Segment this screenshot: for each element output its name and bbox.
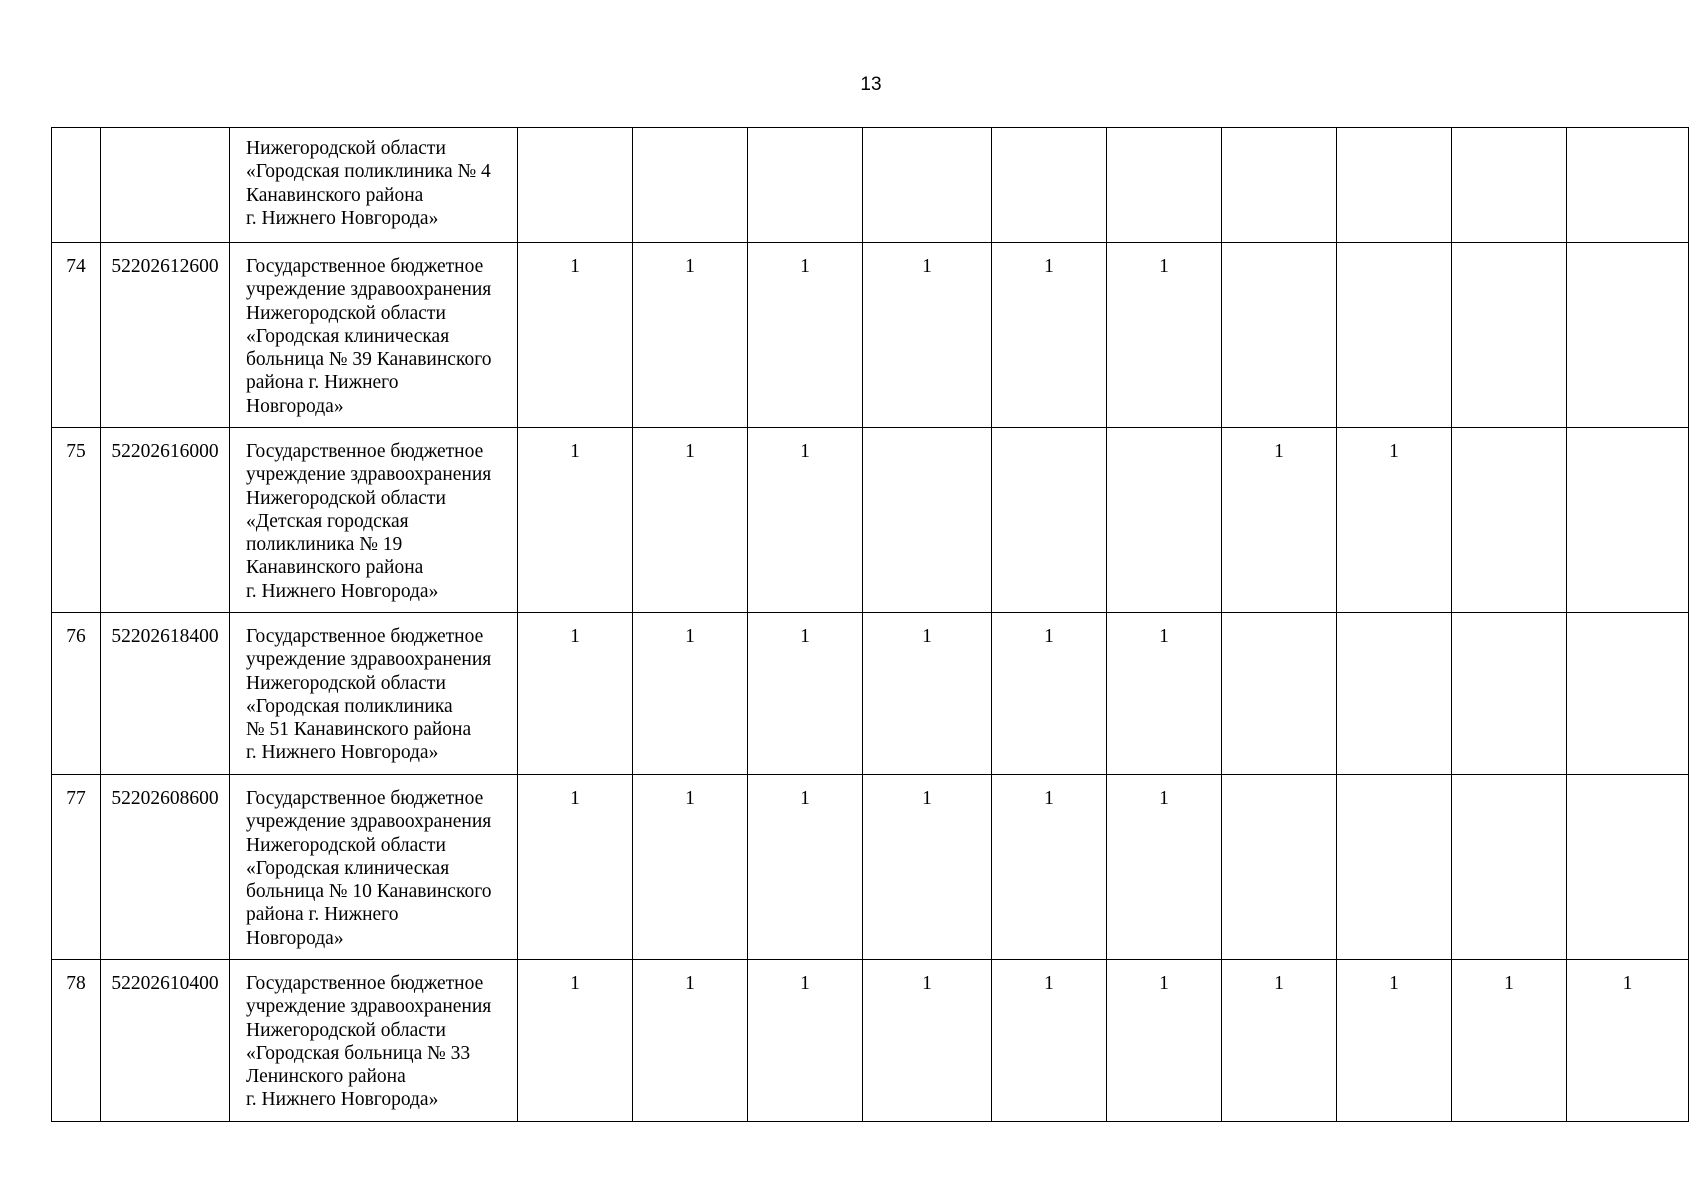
value-cell: 1	[1337, 960, 1452, 1122]
table-row	[52, 960, 1689, 1122]
value-cell: 1	[633, 613, 748, 775]
code-cell: 52202610400	[101, 960, 230, 1122]
value-cell	[1567, 775, 1689, 960]
organization-name-line: г. Нижнего Новгорода»	[246, 207, 439, 229]
row-number-cell: 78	[52, 960, 101, 1122]
code-cell: 52202616000	[101, 428, 230, 613]
organization-name-line: «Городская клиническая	[246, 325, 450, 347]
value-cell	[1567, 243, 1689, 428]
value-cell: 1	[518, 775, 633, 960]
organization-name-line: Государственное бюджетное	[246, 973, 484, 994]
organization-name-line: г. Нижнего Новгорода»	[246, 742, 439, 764]
value-cell: 1	[748, 243, 863, 428]
value-cell	[1337, 243, 1452, 428]
organization-name-line: Государственное бюджетное	[246, 788, 484, 809]
organization-name-line: Государственное бюджетное	[246, 441, 484, 462]
value-cell: 1	[863, 613, 992, 775]
value-cell: 1	[633, 428, 748, 613]
value-cell: 1	[633, 775, 748, 960]
organization-name-line: «Городская поликлиника № 4	[246, 161, 491, 183]
value-cell	[1452, 428, 1567, 613]
code-cell: 52202608600	[101, 775, 230, 960]
value-cell: 1	[1222, 428, 1337, 613]
organization-name-line: Нижегородской области	[246, 834, 446, 856]
value-cell	[863, 428, 992, 613]
value-cell: 1	[518, 243, 633, 428]
organization-name-line: учреждение здравоохранения	[246, 464, 492, 486]
table-body	[52, 128, 1689, 1122]
value-cell	[1222, 128, 1337, 243]
organization-name-line: г. Нижнего Новгорода»	[246, 1089, 439, 1111]
organization-name-line: Новгорода»	[246, 927, 344, 949]
value-cell: 1	[518, 613, 633, 775]
row-number-cell: 74	[52, 243, 101, 428]
organization-name-line: района г. Нижнего	[246, 904, 399, 926]
organization-name-line: района г. Нижнего	[246, 372, 399, 394]
value-cell: 1	[1107, 960, 1222, 1122]
page-number: 13	[860, 74, 882, 95]
organization-name-line: Ленинского района	[246, 1066, 406, 1088]
value-cell	[1222, 613, 1337, 775]
organization-name-line: «Городская поликлиника	[246, 695, 453, 717]
table-row	[52, 775, 1689, 960]
value-cell: 1	[1337, 428, 1452, 613]
value-cell	[518, 128, 633, 243]
code-cell: 52202612600	[101, 243, 230, 428]
value-cell: 1	[863, 960, 992, 1122]
organization-name-line: № 51 Канавинского района	[246, 719, 472, 741]
value-cell: 1	[992, 243, 1107, 428]
organization-name-cell	[230, 428, 518, 613]
organization-name-line: Канавинского района	[246, 184, 424, 206]
value-cell: 1	[748, 960, 863, 1122]
organization-name-cell	[230, 613, 518, 775]
organization-name-line: Нижегородской области	[246, 138, 446, 159]
organization-name-line: больница № 10 Канавинского	[246, 881, 492, 903]
organization-name-line: Канавинского района	[246, 557, 424, 579]
organization-name-cell	[230, 960, 518, 1122]
value-cell	[1337, 775, 1452, 960]
value-cell: 1	[992, 613, 1107, 775]
organization-name-line: Государственное бюджетное	[246, 626, 484, 647]
value-cell: 1	[518, 428, 633, 613]
value-cell: 1	[1107, 243, 1222, 428]
organization-name-line: больница № 39 Канавинского	[246, 349, 492, 371]
value-cell	[1567, 128, 1689, 243]
value-cell: 1	[1107, 613, 1222, 775]
value-cell	[1452, 243, 1567, 428]
organization-name-line: учреждение здравоохранения	[246, 996, 492, 1018]
organization-name-line: Нижегородской области	[246, 1019, 446, 1041]
value-cell	[1337, 613, 1452, 775]
organization-name-line: Нижегородской области	[246, 302, 446, 324]
value-cell	[1567, 428, 1689, 613]
organization-name-line: «Городская клиническая	[246, 857, 450, 879]
value-cell: 1	[992, 775, 1107, 960]
row-number-cell: 77	[52, 775, 101, 960]
registry-table	[51, 127, 1689, 1122]
organization-name-line: Нижегородской области	[246, 672, 446, 694]
table-row	[52, 428, 1689, 613]
value-cell: 1	[992, 960, 1107, 1122]
value-cell	[1107, 428, 1222, 613]
value-cell	[1107, 128, 1222, 243]
organization-name-line: учреждение здравоохранения	[246, 279, 492, 301]
value-cell: 1	[748, 428, 863, 613]
value-cell	[1222, 775, 1337, 960]
table-row	[52, 613, 1689, 775]
value-cell: 1	[748, 775, 863, 960]
value-cell	[1452, 775, 1567, 960]
value-cell	[1222, 243, 1337, 428]
value-cell	[863, 128, 992, 243]
value-cell: 1	[863, 775, 992, 960]
value-cell	[1567, 613, 1689, 775]
value-cell: 1	[633, 960, 748, 1122]
organization-name-line: «Городская больница № 33	[246, 1042, 471, 1064]
value-cell: 1	[1222, 960, 1337, 1122]
value-cell: 1	[1452, 960, 1567, 1122]
value-cell	[1452, 613, 1567, 775]
row-number-cell	[52, 128, 101, 243]
value-cell: 1	[518, 960, 633, 1122]
value-cell	[992, 428, 1107, 613]
table-row	[52, 128, 1689, 243]
organization-name-line: Государственное бюджетное	[246, 256, 484, 277]
organization-name-line: поликлиника № 19	[246, 534, 403, 556]
organization-name-cell	[230, 775, 518, 960]
value-cell: 1	[1567, 960, 1689, 1122]
code-cell: 52202618400	[101, 613, 230, 775]
code-cell	[101, 128, 230, 243]
value-cell: 1	[748, 613, 863, 775]
row-number-cell: 75	[52, 428, 101, 613]
value-cell	[748, 128, 863, 243]
organization-name-line: учреждение здравоохранения	[246, 649, 492, 671]
value-cell	[992, 128, 1107, 243]
value-cell	[1452, 128, 1567, 243]
organization-name-line: учреждение здравоохранения	[246, 811, 492, 833]
table-row	[52, 243, 1689, 428]
row-number-cell: 76	[52, 613, 101, 775]
organization-name-line: Новгорода»	[246, 395, 344, 417]
organization-name-cell	[230, 128, 518, 243]
value-cell: 1	[863, 243, 992, 428]
organization-name-cell	[230, 243, 518, 428]
value-cell: 1	[633, 243, 748, 428]
value-cell	[633, 128, 748, 243]
organization-name-line: «Детская городская	[246, 510, 409, 532]
value-cell	[1337, 128, 1452, 243]
organization-name-line: г. Нижнего Новгорода»	[246, 580, 439, 602]
organization-name-line: Нижегородской области	[246, 487, 446, 509]
value-cell: 1	[1107, 775, 1222, 960]
